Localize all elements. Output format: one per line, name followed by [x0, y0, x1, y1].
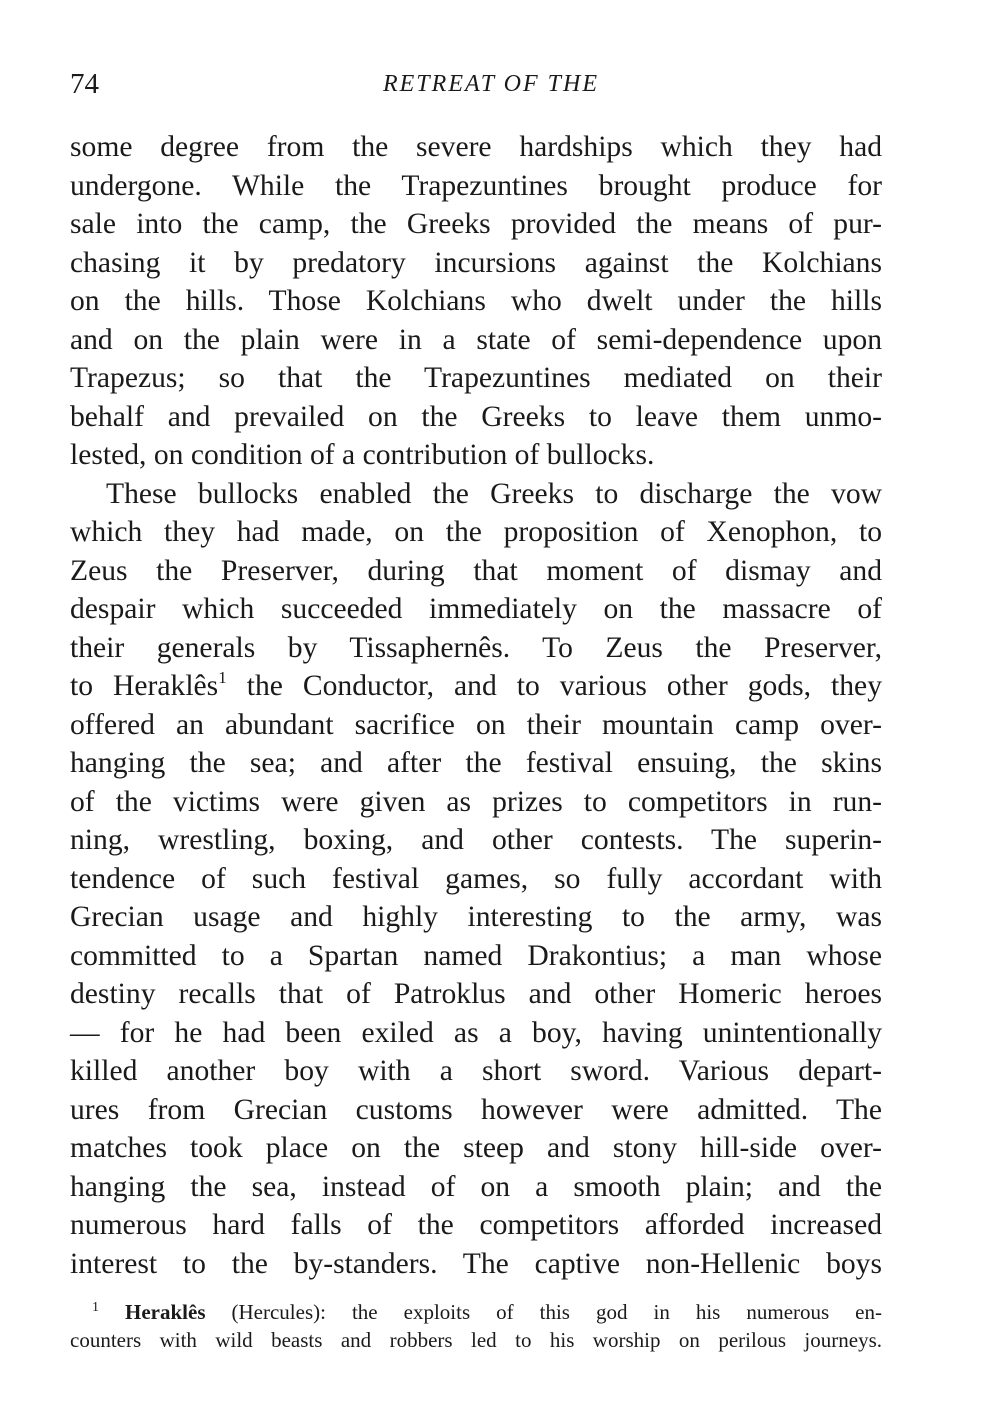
text-line: killed another boy with a short sword. Various depart-: [70, 1055, 882, 1087]
page-number: 74: [70, 68, 99, 100]
footnote-term: Heraklês: [125, 1300, 206, 1324]
footnote-line: counters with wild beasts and robbers led to his worship on perilous journeys.: [70, 1328, 882, 1352]
footnote-mark: 1: [92, 1300, 99, 1315]
body-text: [70, 128, 882, 1283]
footnote-text: (Hercules): the exploits of this god in his numerous en-: [205, 1300, 882, 1324]
text-line: undergone. While the Trapezuntines brought produce for: [70, 169, 882, 202]
text-line: chasing it by predatory incursions against the Kolchians: [70, 246, 882, 279]
text-line: which they had made, on the proposition of Xenophon, to: [70, 516, 882, 548]
text-line: ning, wrestling, boxing, and other contests. The superin-: [70, 824, 882, 856]
text-line: Grecian usage and highly interesting to the army, was: [70, 901, 882, 933]
running-title: RETREAT OF THE: [382, 71, 599, 97]
text-line: matches took place on the steep and stony hill-side over-: [70, 1132, 882, 1164]
text-line: — for he had been exiled as a boy, having unintentionally: [70, 1016, 882, 1049]
text-line: behalf and prevailed on the Greeks to leave them unmo-: [70, 400, 882, 433]
text-line: offered an abundant sacrifice on their mountain camp over-: [70, 708, 882, 741]
text-line-with-footnote-ref: [70, 667, 882, 706]
footnote-line: [70, 1298, 882, 1326]
text-line: lested, on condition of a contribution of bullocks.: [70, 439, 655, 471]
text-line: Trapezus; so that the Trapezuntines mediated on their: [70, 362, 882, 394]
text-line: and on the plain were in a state of semi-dependence upon: [70, 323, 882, 356]
running-head: [70, 64, 882, 104]
text-line: destiny recalls that of Patroklus and other Homeric heroes: [70, 978, 882, 1010]
text-line: interest to the by-standers. The captive non-Hellenic boys: [70, 1247, 882, 1280]
text-line: despair which succeeded immediately on the massacre of: [70, 593, 882, 625]
text-line: ures from Grecian customs however were admitted. The: [70, 1093, 882, 1126]
text-line: hanging the sea; and after the festival ensuing, the skins: [70, 747, 882, 779]
footnote: [70, 1298, 882, 1354]
footnote-reference: 1: [218, 668, 227, 687]
text-line-rest: the Conductor, and to various other gods, they: [246, 670, 882, 702]
text-line: numerous hard falls of the competitors afforded increased: [70, 1209, 882, 1241]
heracles-name: to Heraklês: [70, 670, 219, 702]
text-line: on the hills. Those Kolchians who dwelt under the hills: [70, 285, 882, 317]
text-line: These bullocks enabled the Greeks to discharge the vow: [106, 477, 882, 510]
text-line: hanging the sea, instead of on a smooth plain; and the: [70, 1170, 882, 1203]
text-line: sale into the camp, the Greeks provided the means of pur-: [70, 208, 882, 240]
text-line: committed to a Spartan named Drakontius; a man whose: [70, 939, 882, 972]
text-line: tendence of such festival games, so fully accordant with: [70, 862, 882, 895]
text-line: of the victims were given as prizes to competitors in run-: [70, 785, 882, 818]
text-line: some degree from the severe hardships which they had: [70, 131, 882, 163]
text-line: Zeus the Preserver, during that moment of dismay and: [70, 554, 882, 587]
text-line: their generals by Tissaphernês. To Zeus the Preserver,: [70, 631, 882, 664]
